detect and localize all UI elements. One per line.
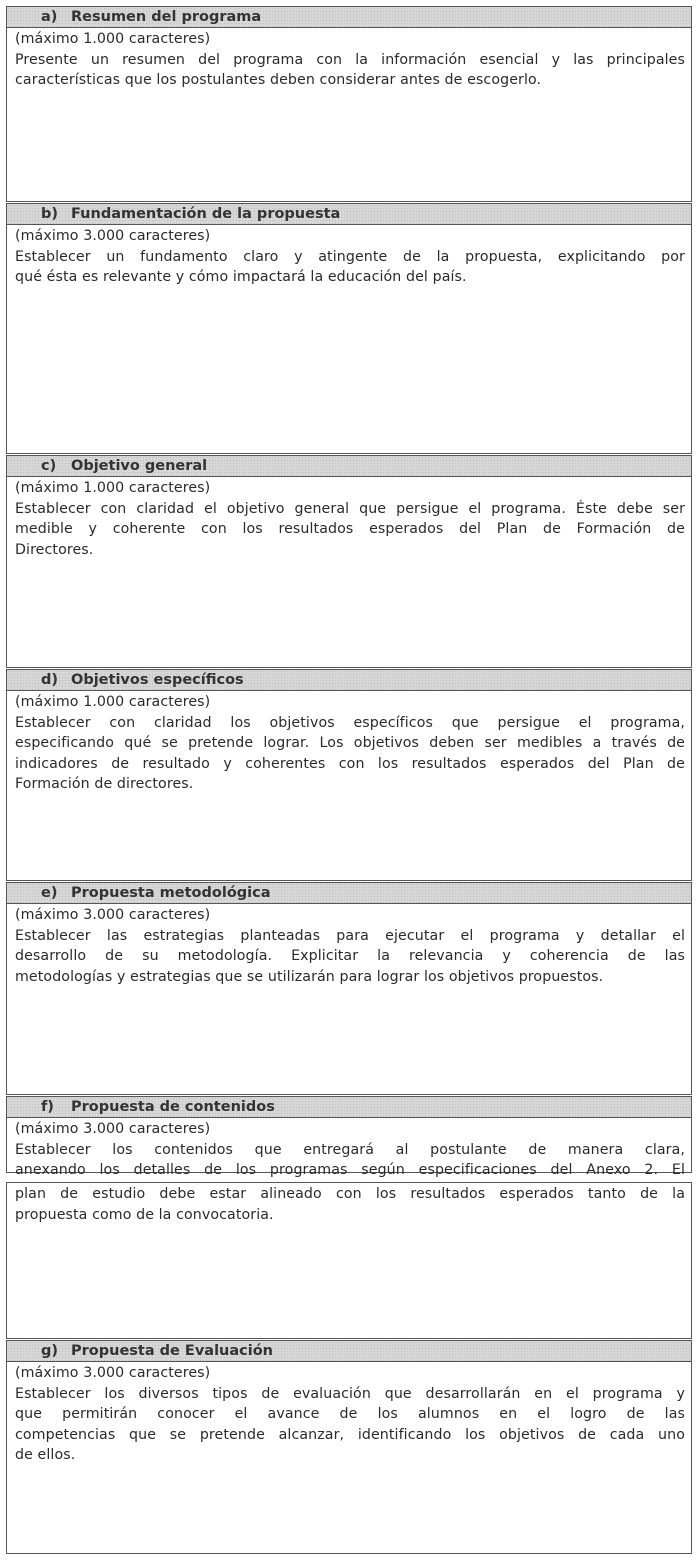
section-header	[7, 1341, 691, 1362]
character-limit: (máximo 3.000 caracteres)	[15, 907, 211, 923]
instruction-line: características que los postulantes deben considerar antes de escogerlo.	[15, 72, 542, 88]
character-limit: (máximo 3.000 caracteres)	[15, 1365, 211, 1381]
section-body	[7, 1183, 691, 1225]
section-a	[6, 6, 692, 202]
section-body	[7, 477, 691, 560]
section-header	[7, 883, 691, 904]
instruction-line: Directores.	[15, 541, 94, 558]
section-body	[7, 1118, 691, 1181]
section-header	[7, 7, 691, 28]
instruction-line: Formación de directores.	[15, 776, 194, 792]
instruction-line: metodologías y estrategias que se utilizarán para lograr los objetivos propuestos.	[15, 968, 604, 985]
instruction-line: propuesta como de la convocatoria.	[15, 1206, 274, 1223]
section-body	[7, 904, 691, 987]
instruction-line: indicadores de resultado y coherentes con los resultados esperados del Plan de	[15, 755, 685, 772]
instruction-line: desarrollo de su metodología. Explicitar la relevancia y coherencia de las	[15, 948, 685, 964]
section-letter: e)	[41, 885, 58, 901]
instruction-line: Establecer los diversos tipos de evaluación que desarrollarán en el programa y	[15, 1385, 685, 1402]
instruction-line: Establecer las estrategias planteadas para ejecutar el programa y detallar el	[15, 927, 685, 944]
instruction-line: anexando los detalles de los programas según especificaciones del Anexo 2. El	[15, 1162, 685, 1178]
section-b	[6, 203, 692, 454]
character-limit: (máximo 3.000 caracteres)	[15, 1121, 211, 1137]
section-title: Propuesta de contenidos	[71, 1099, 275, 1115]
section-letter: b)	[41, 206, 59, 222]
section-title: Resumen del programa	[71, 9, 262, 25]
section-letter: a)	[41, 9, 58, 25]
section-f	[6, 1096, 692, 1178]
section-title: Propuesta de Evaluación	[71, 1343, 274, 1359]
instruction-line: de ellos.	[15, 1447, 76, 1463]
section-title: Objetivos específicos	[71, 672, 244, 688]
instruction-line: medible y coherente con los resultados esperados del Plan de Formación de	[15, 521, 685, 537]
instruction-line: qué ésta es relevante y cómo impactará la educación del país.	[15, 269, 467, 285]
section-header	[7, 456, 691, 477]
section-header	[7, 670, 691, 691]
section-header	[7, 204, 691, 225]
instruction-line: Establecer los contenidos que entregará al postulante de manera clara,	[15, 1141, 685, 1158]
instruction-line: Presente un resumen del programa con la información esencial y las principales	[15, 51, 685, 68]
section-letter: c)	[41, 458, 57, 474]
instruction-line: Establecer con claridad el objetivo general que persigue el programa. Éste debe ser	[15, 500, 685, 517]
section-letter: g)	[41, 1343, 59, 1359]
section-body	[7, 225, 691, 288]
section-e	[6, 882, 692, 1095]
section-header	[7, 1097, 691, 1118]
instruction-line: plan de estudio debe estar alineado con los resultados esperados tanto de la	[15, 1186, 685, 1202]
character-limit: (máximo 1.000 caracteres)	[15, 480, 211, 496]
instruction-line: que permitirán conocer el avance de los alumnos en el logro de las	[15, 1406, 685, 1422]
section-g	[6, 1340, 692, 1554]
section-f-continued	[6, 1182, 692, 1339]
section-body	[7, 691, 691, 795]
instruction-line: especificando qué se pretende lograr. Los objetivos deben ser medibles a través de	[15, 735, 685, 751]
instruction-line: competencias que se pretende alcanzar, identificando los objetivos de cada uno	[15, 1426, 685, 1443]
instruction-line: Establecer un fundamento claro y atingente de la propuesta, explicitando por	[15, 248, 685, 265]
section-title: Propuesta metodológica	[71, 885, 271, 901]
section-title: Objetivo general	[71, 458, 208, 474]
instruction-line: Establecer con claridad los objetivos específicos que persigue el programa,	[15, 714, 685, 731]
section-d	[6, 669, 692, 881]
character-limit: (máximo 1.000 caracteres)	[15, 31, 211, 47]
section-body	[7, 28, 691, 91]
section-body	[7, 1362, 691, 1466]
character-limit: (máximo 1.000 caracteres)	[15, 694, 211, 710]
section-title: Fundamentación de la propuesta	[71, 206, 341, 222]
section-c	[6, 455, 692, 668]
section-letter: d)	[41, 672, 59, 688]
character-limit: (máximo 3.000 caracteres)	[15, 228, 211, 244]
section-letter: f)	[41, 1099, 54, 1115]
